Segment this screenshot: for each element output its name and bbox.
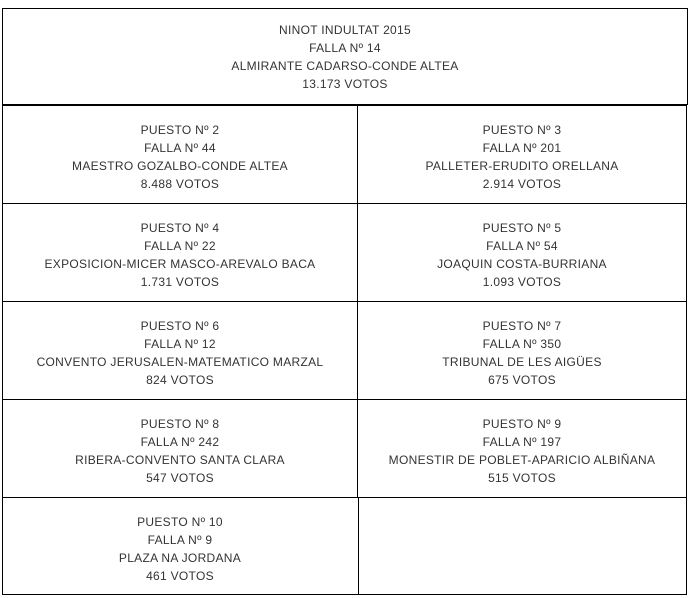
falla-name: JOAQUIN COSTA-BURRIANA bbox=[437, 257, 607, 271]
falla-name: MONESTIR DE POBLET-APARICIO ALBIÑANA bbox=[388, 453, 656, 467]
table-cell-puesto-4 bbox=[3, 204, 357, 301]
winner-name: ALMIRANTE CADARSO-CONDE ALTEA bbox=[231, 59, 459, 73]
winner-title: NINOT INDULTAT 2015 bbox=[279, 23, 411, 37]
falla-name: RIBERA-CONVENTO SANTA CLARA bbox=[75, 453, 285, 467]
puesto-label: PUESTO Nº 8 bbox=[140, 417, 220, 431]
falla-number: FALLA Nº 201 bbox=[482, 141, 562, 155]
falla-number: FALLA Nº 350 bbox=[482, 337, 562, 351]
table-cell-puesto-6 bbox=[3, 302, 357, 399]
falla-number: FALLA Nº 9 bbox=[147, 533, 213, 547]
falla-name: PALLETER-ERUDITO ORELLANA bbox=[425, 159, 619, 173]
votes-count: 675 VOTOS bbox=[488, 373, 556, 387]
puesto-label: PUESTO Nº 9 bbox=[482, 417, 562, 431]
votes-count: 461 VOTOS bbox=[146, 569, 214, 583]
table-cell-puesto-3 bbox=[358, 106, 686, 203]
falla-name: TRIBUNAL DE LES AIGÜES bbox=[442, 355, 602, 369]
votes-count: 8.488 VOTOS bbox=[140, 177, 220, 191]
puesto-label: PUESTO Nº 7 bbox=[482, 319, 562, 333]
table-cell-puesto-8 bbox=[3, 400, 357, 497]
table-cell-puesto-10 bbox=[3, 498, 357, 594]
falla-name: MAESTRO GOZALBO-CONDE ALTEA bbox=[72, 159, 288, 173]
votes-count: 2.914 VOTOS bbox=[482, 177, 562, 191]
puesto-label: PUESTO Nº 6 bbox=[140, 319, 220, 333]
puesto-label: PUESTO Nº 10 bbox=[137, 515, 223, 529]
table-cell-puesto-5 bbox=[358, 204, 686, 301]
puesto-label: PUESTO Nº 4 bbox=[140, 221, 220, 235]
falla-number: FALLA Nº 54 bbox=[486, 239, 558, 253]
falla-number: FALLA Nº 44 bbox=[144, 141, 216, 155]
table-cell-puesto-9 bbox=[358, 400, 686, 497]
winner-falla: FALLA Nº 14 bbox=[309, 41, 381, 55]
rankings-table bbox=[2, 105, 687, 595]
votes-count: 1.731 VOTOS bbox=[140, 275, 220, 289]
table-cell-empty bbox=[358, 498, 686, 594]
falla-name: PLAZA NA JORDANA bbox=[118, 551, 242, 565]
falla-number: FALLA Nº 197 bbox=[482, 435, 562, 449]
votes-count: 824 VOTOS bbox=[146, 373, 214, 387]
winner-text bbox=[3, 9, 687, 93]
falla-name: CONVENTO JERUSALEN-MATEMATICO MARZAL bbox=[36, 355, 324, 369]
table-cell-puesto-2 bbox=[3, 106, 357, 203]
falla-name: EXPOSICION-MICER MASCO-AREVALO BACA bbox=[44, 257, 316, 271]
table-cell-puesto-7 bbox=[358, 302, 686, 399]
votes-count: 547 VOTOS bbox=[146, 471, 214, 485]
falla-number: FALLA Nº 242 bbox=[140, 435, 220, 449]
falla-number: FALLA Nº 22 bbox=[144, 239, 216, 253]
puesto-label: PUESTO Nº 3 bbox=[482, 123, 562, 137]
winner-box bbox=[2, 8, 688, 105]
votes-count: 1.093 VOTOS bbox=[482, 275, 562, 289]
puesto-label: PUESTO Nº 2 bbox=[140, 123, 220, 137]
winner-votes: 13.173 VOTOS bbox=[302, 77, 388, 91]
falla-number: FALLA Nº 12 bbox=[144, 337, 216, 351]
puesto-label: PUESTO Nº 5 bbox=[482, 221, 562, 235]
votes-count: 515 VOTOS bbox=[488, 471, 556, 485]
